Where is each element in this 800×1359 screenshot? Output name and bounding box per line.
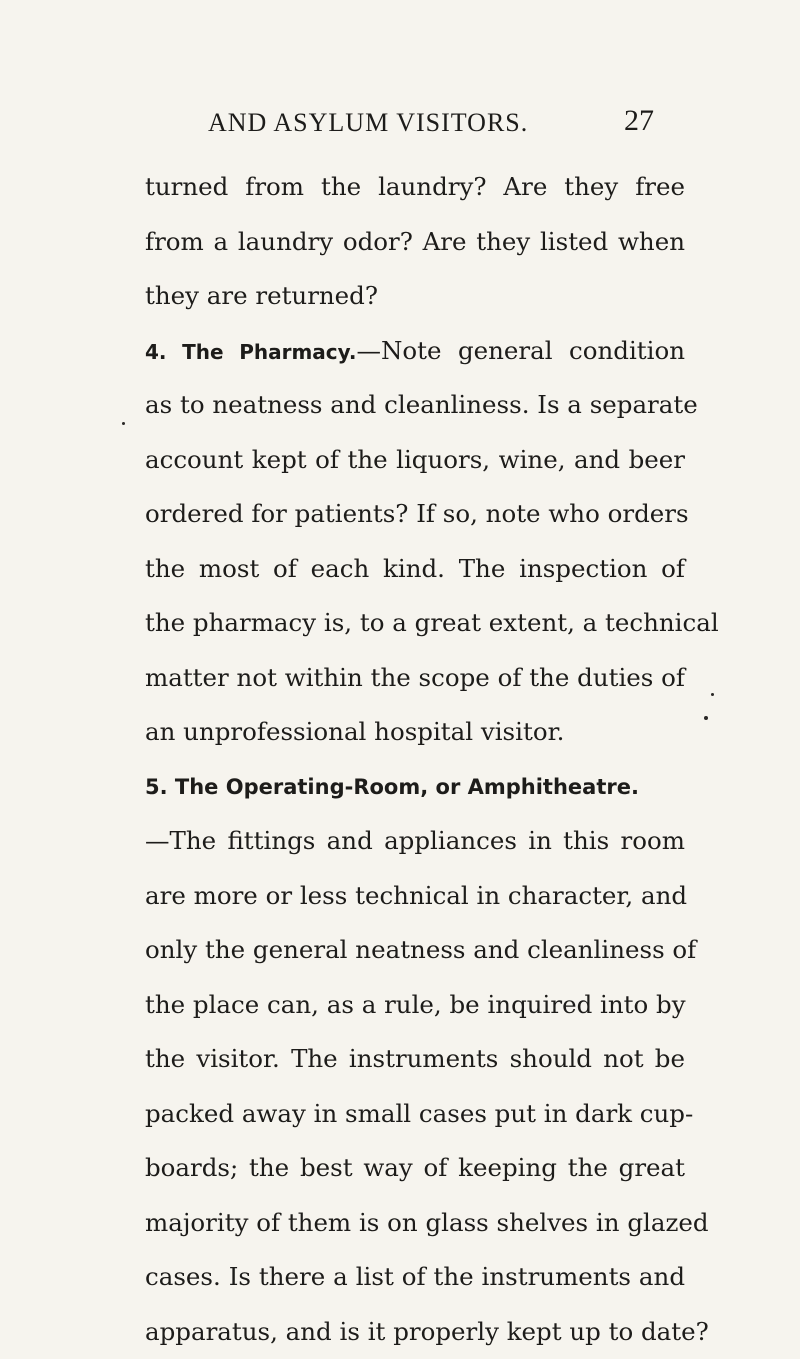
ink-speck [704,716,708,720]
text-line: the place can, as a rule, be inquired into by [145,978,685,1033]
page-header [208,108,654,142]
text-line: the visitor. The instruments should not be [145,1032,685,1087]
body-text [145,160,685,1359]
text-line: turned from the laundry? Are they free [145,160,685,215]
section-4-text: —Note general condition [356,336,685,365]
section-5-heading: 5. The Operating-Room, or Amphitheatre. [145,760,685,815]
text-line: as to neatness and cleanliness. Is a separate [145,378,685,433]
ink-speck [122,422,125,425]
text-line: —The fittings and appliances in this room [145,814,685,869]
text-line: from a laundry odor? Are they listed when [145,215,685,270]
text-line: boards; the best way of keeping the great [145,1141,685,1196]
page-number: 27 [624,104,654,138]
section-4-heading: 4. The Pharmacy. [145,340,356,364]
running-head: AND ASYLUM VISITORS. [208,108,528,138]
text-line: an unprofessional hospital visitor. [145,705,685,760]
text-line: majority of them is on glass shelves in glazed [145,1196,685,1251]
text-line: account kept of the liquors, wine, and beer [145,433,685,488]
text-line: are more or less technical in character, and [145,869,685,924]
text-line: the most of each kind. The inspection of [145,542,685,597]
text-line: matter not within the scope of the duties of [145,651,685,706]
text-line: only the general neatness and cleanliness of [145,923,685,978]
text-line: ordered for patients? If so, note who orders [145,487,685,542]
text-line: cases. Is there a list of the instruments and [145,1250,685,1305]
text-line: they are returned? [145,269,685,324]
section-4-line [145,324,685,379]
ink-speck [711,693,714,696]
text-line: apparatus, and is it properly kept up to date? [145,1305,685,1359]
text-line: packed away in small cases put in dark cup- [145,1087,685,1142]
text-line: the pharmacy is, to a great extent, a technical [145,596,685,651]
